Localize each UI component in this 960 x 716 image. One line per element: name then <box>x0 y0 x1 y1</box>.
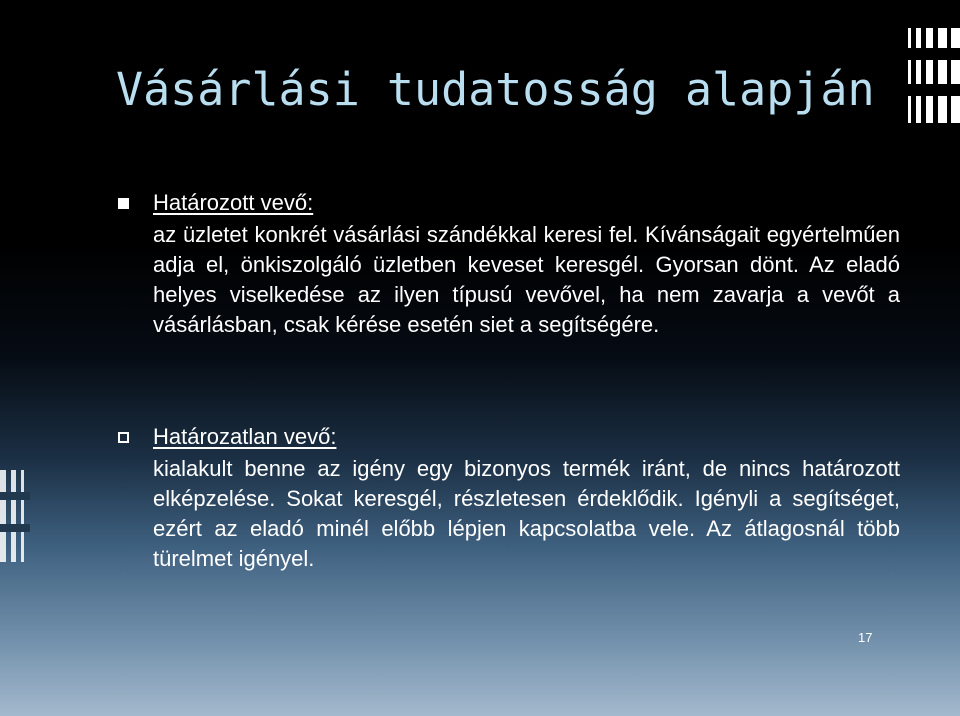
section-decisive-buyer <box>116 188 900 340</box>
section-heading-row <box>116 188 900 220</box>
page-number: 17 <box>858 630 873 645</box>
section-body-text: kialakult benne az igény egy bizonyos termék iránt, de nincs határozott elképzelése. Sokat keresgél, részletesen érdeklődik. Igényli a segítséget, ezért az eladó minél előbb lépjen kapcsolatba vele. Az átlagosnál több türelmet igényel. <box>153 456 900 571</box>
hollow-square-bullet-icon <box>118 432 129 443</box>
square-bullet-icon <box>118 198 129 209</box>
decorative-edge-bars <box>908 28 960 123</box>
section-heading-row <box>116 422 900 454</box>
slide-title: Vásárlási tudatosság alapján <box>116 63 875 116</box>
decorative-left-bars <box>0 470 30 562</box>
section-heading: Határozott vevő: <box>153 190 314 215</box>
section-indecisive-buyer <box>116 422 900 574</box>
section-body-text: az üzletet konkrét vásárlási szándékkal keresi fel. Kívánságait egyértelműen adja el, önkiszolgáló üzletben keveset keresgél. Gyorsan dönt. Az eladó helyes viselkedése az ilyen típusú vevővel, ha nem zavarja a vevőt a vásárlásban, csak kérése esetén siet a segítségére. <box>153 222 900 337</box>
section-heading: Határozatlan vevő: <box>153 424 337 449</box>
